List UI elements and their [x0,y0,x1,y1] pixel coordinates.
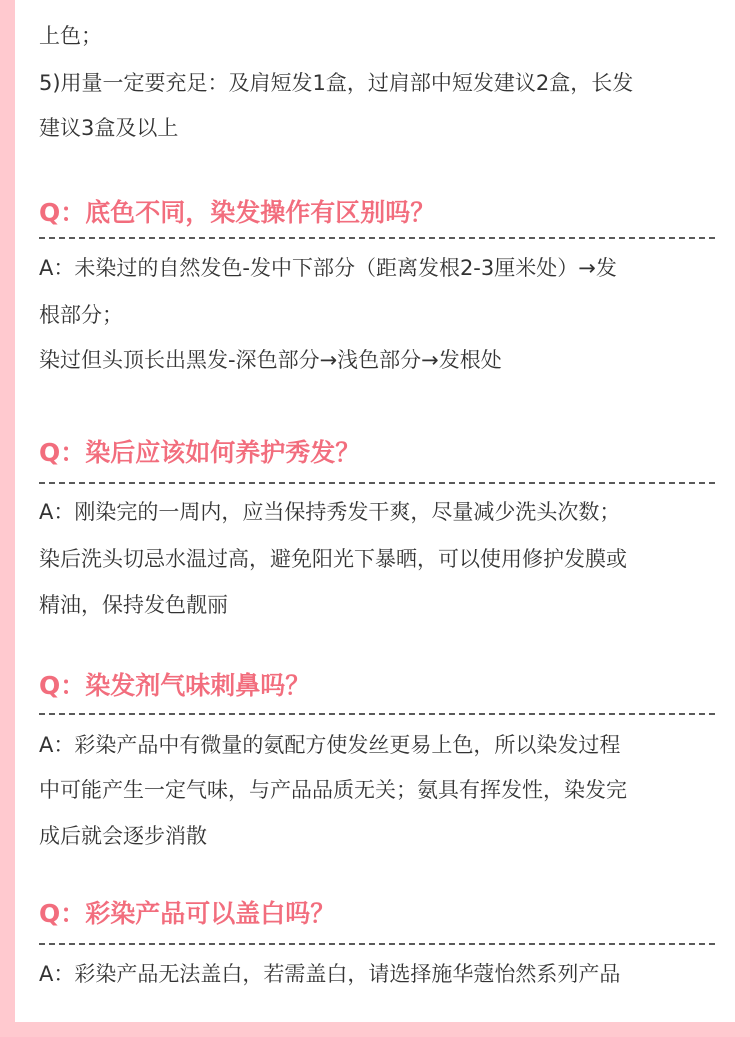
intro-text-line: 5)用量一定要充足：及肩短发1盒，过肩部中短发建议2盒，长发 [39,71,634,95]
faq-answer-line: A：彩染产品中有微量的氨配方使发丝更易上色，所以染发过程 [39,733,621,757]
faq-answer-line: 中可能产生一定气味，与产品品质无关；氨具有挥发性，染发完 [39,778,627,802]
faq-answer-line: A：彩染产品无法盖白，若需盖白，请选择施华蔻怡然系列产品 [39,962,621,986]
faq-answer-line: 染后洗头切忌水温过高，避免阳光下暴晒，可以使用修护发膜或 [39,547,627,571]
faq-answer-line: A：未染过的自然发色-发中下部分（距离发根2-3厘米处）→发 [39,256,617,280]
dashed-divider [39,713,715,715]
faq-answer-line: A：刚染完的一周内，应当保持秀发干爽，尽量减少洗头次数； [39,500,621,524]
intro-text-line: 建议3盒及以上 [39,116,179,140]
faq-question: Q：染后应该如何养护秀发？ [39,438,361,467]
faq-card [15,0,735,1022]
faq-question: Q：底色不同，染发操作有区别吗？ [39,198,436,227]
dashed-divider [39,237,715,239]
faq-answer-line: 成后就会逐步消散 [39,824,207,848]
faq-answer-line: 根部分； [39,303,123,327]
faq-answer-line: 染过但头顶长出黑发-深色部分→浅色部分→发根处 [39,348,502,372]
dashed-divider [39,482,715,484]
intro-text-line: 上色； [39,24,102,48]
faq-question: Q：彩染产品可以盖白吗？ [39,899,336,928]
faq-answer-line: 精油，保持发色靓丽 [39,593,228,617]
dashed-divider [39,943,715,945]
faq-question: Q：染发剂气味刺鼻吗？ [39,671,311,700]
